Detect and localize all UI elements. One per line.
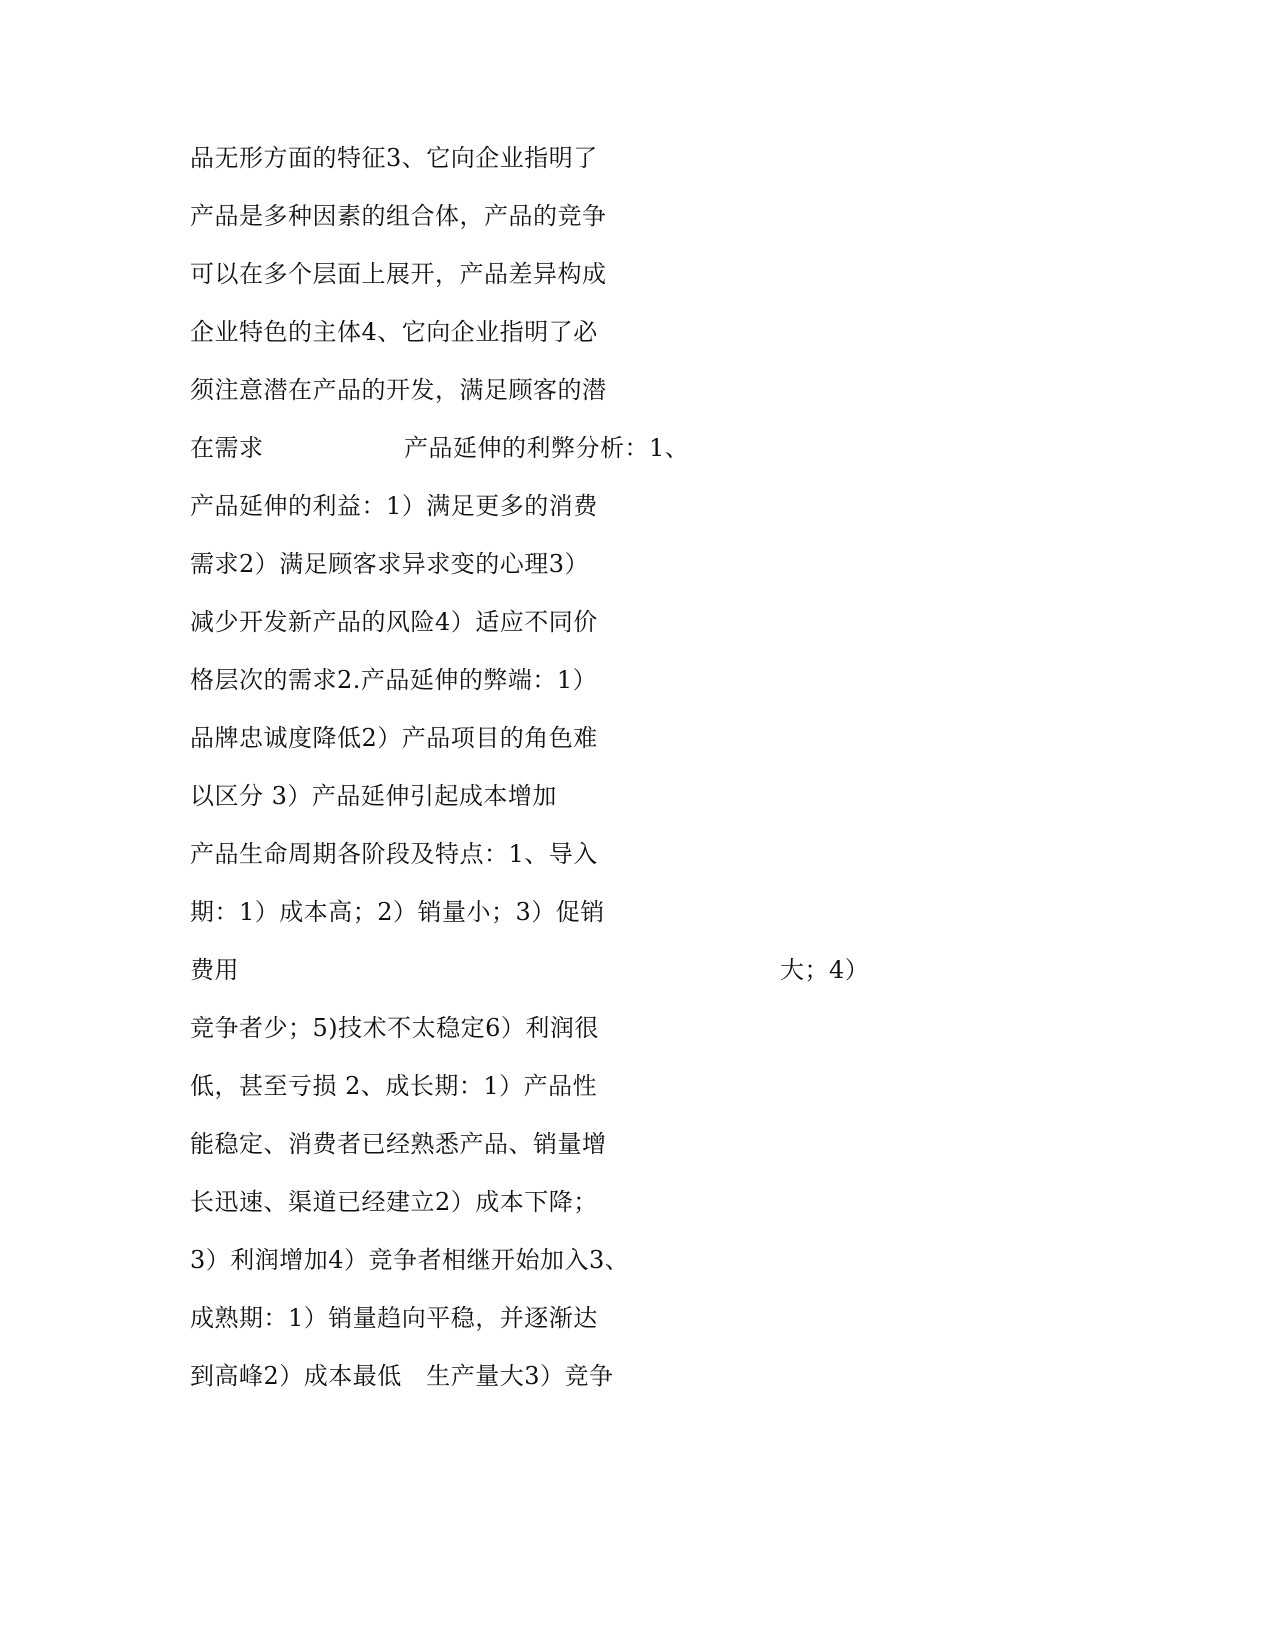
text-line: 品无形方面的特征3、它向企业指明了: [190, 144, 598, 172]
text-line: 以区分 3）产品延伸引起成本增加: [190, 782, 557, 810]
text-line: 产品生命周期各阶段及特点：1、导入: [190, 840, 598, 868]
text-segment: 在需求: [190, 434, 264, 462]
text-line: 品牌忠诚度降低2）产品项目的角色难: [190, 724, 598, 752]
split-text-line: [190, 955, 890, 985]
text-line: 须注意潜在产品的开发，满足顾客的潜: [190, 376, 607, 404]
text-line: 产品是多种因素的组合体，产品的竞争: [190, 202, 607, 230]
text-line: 长迅速、渠道已经建立2）成本下降；: [190, 1188, 598, 1216]
text-segment: 大；4）: [780, 956, 870, 984]
text-line: 可以在多个层面上展开，产品差异构成: [190, 260, 607, 288]
text-line: 到高峰2）成本最低 生产量大3）竞争: [190, 1362, 614, 1390]
text-segment: 产品延伸的利弊分析：1、: [404, 434, 690, 462]
text-line: 期：1）成本高；2）销量小；3）促销: [190, 898, 605, 926]
text-line: 成熟期：1）销量趋向平稳，并逐渐达: [190, 1304, 598, 1332]
text-line: 低，甚至亏损 2、成长期：1）产品性: [190, 1072, 598, 1100]
text-line: 产品延伸的利益：1）满足更多的消费: [190, 492, 598, 520]
text-line: 格层次的需求2.产品延伸的弊端：1）: [190, 666, 598, 694]
split-text-line: [190, 433, 790, 463]
text-segment: 费用: [190, 956, 239, 984]
text-line: 需求2）满足顾客求异求变的心理3）: [190, 550, 590, 578]
text-line: 减少开发新产品的风险4）适应不同价: [190, 608, 598, 636]
text-line: 能稳定、消费者已经熟悉产品、销量增: [190, 1130, 607, 1158]
text-line: 3）利润增加4）竞争者相继开始加入3、: [190, 1246, 630, 1274]
text-line: 企业特色的主体4、它向企业指明了必: [190, 318, 598, 346]
text-line: 竞争者少；5)技术不太稳定6）利润很: [190, 1014, 599, 1042]
